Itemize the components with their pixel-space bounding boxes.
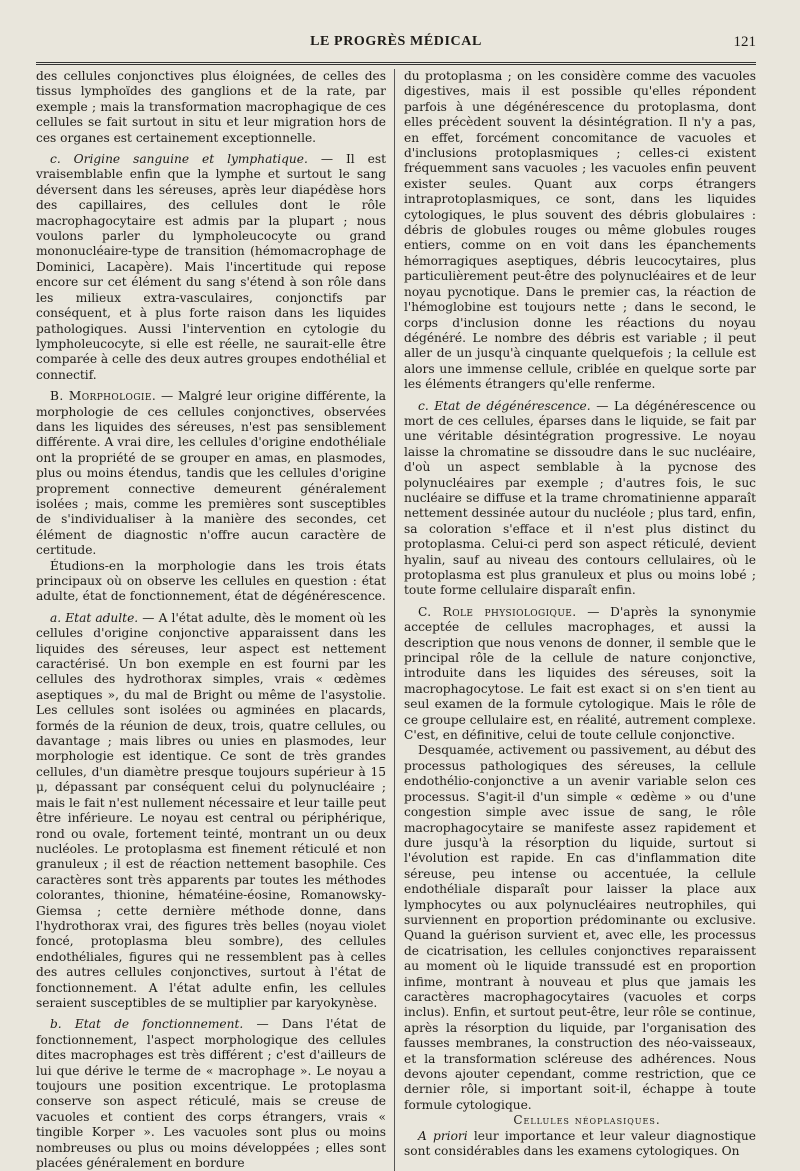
section-heading: B. Morphologie.: [50, 389, 157, 404]
paragraph-text: leur importance et leur valeur diagnostique sont considérables dans les examens cytologiques. On: [404, 1128, 756, 1159]
paragraph-text: du protoplasma ; on les considère comme des vacuoles digestives, mais il est possible qu'elles répondent parfois à une dégénérescence du protoplasma, dont elles précèdent souvent la désintégration. Il n'y a pas, en effet, forcément concomitance de vacuoles et d'inclusions protoplasmiques ; celles-ci existent fréquemment sans vacuoles ; les vacuoles enfin peuvent exister seules. Quant aux corps étrangers intraprotoplasmiques, ce sont, dans les liquides cytologiques, le plus souvent des débris globulaires : débris de globules rouges ou même globules rouges entiers, comme on en voit dans les épanchements hémorragiques aseptiques, débris leucocytaires, plus particulièrement peut-être des polynucléaires et de leur noyau pycnotique. Dans le premier cas, la réaction de l'hémoglobine est toujours nette ; dans le second, le corps d'inclusion donne les réactions du noyau dégénéré. Le nombre des débris est variable ; il peut aller de un jusqu'à cinquante quelquefois ; la cellule est alors une immense cellule, criblée en quelque sorte par les éléments étrangers qu'elle renferme.: [404, 69, 756, 392]
paragraph-text: Desquamée, activement ou passivement, au début des processus pathologiques des séreuses, la cellule endothélio-conjonctive a un avenir variable selon ces processus. S'agit-il d'un simple « œdème » ou d'une congestion simple avec issue de sang, le rôle macrophagocytaire se manifeste assez rapidement et dure jusqu'à la résorption du liquide, surtout si l'évolution est rapide. En cas d'inflammation dite séreuse, peu intense ou accentuée, la cellule endothéliale disparaît pour laisser la place aux lymphocytes ou aux polynucléaires neutrophiles, qui surviennent en proportion prédominante ou exclusive. Quand la guérison survient et, avec elle, les processus de cicatrisation, les cellules conjonctives reparaissent au moment où le liquide transsudé est en proportion infime, montrant à nouveau et plus que jamais les caractères macrophagocytaires (vacuoles et corps inclus). Enfin, et surtout peut-être, leur rôle se continue, après la résorption du liquide, par l'organisation des fausses membranes, la construction des néo-vaisseaux, et la transformation scléreuse des adhérences. Nous devons ajouter cependant, comme restriction, que ce dernier rôle, si important soit-il, échappe à toute formule cytologique.: [404, 743, 756, 1112]
paragraph-text: — Malgré leur origine différente, la morphologie de ces cellules conjonctives, observées dans les liquides des séreuses, n'est pas sensiblement différente. A vrai dire, les cellules d'origine endothéliale ont la propriété de se grouper en amas, en plasmodes, plus ou moins étendus, tandis que les cellules d'origine proprement connective demeurent généralement isolées ; mais, comme les premières sont susceptibles de s'individualiser à la manière des secondes, cet élément de diagnostic n'offre aucun caractère de certitude.: [36, 389, 386, 558]
paragraph: [36, 559, 386, 605]
paragraph: [404, 69, 756, 393]
section-heading-centered: Cellules néoplasiques.: [513, 1113, 661, 1128]
paragraph-text: — D'après la synonymie acceptée de cellules macrophages, et aussi la description que nous venons de donner, il semble que le principal rôle de la cellule de nature conjonctive, introduite dans les liquides des séreuses, soit la macrophagocytose. Le fait est exact si on s'en tient au seul examen de la formule cytologique. Mais le rôle de ce groupe cellulaire est, en réalité, autrement complexe. C'est, en définitive, celui de toute cellule conjonctive.: [404, 604, 756, 743]
lead-phrase: A priori: [418, 1128, 468, 1143]
paragraph: [404, 1129, 756, 1160]
journal-title: LE PROGRÈS MÉDICAL: [310, 34, 482, 49]
right-column: [400, 69, 756, 1171]
subsection-heading: c. Origine sanguine et lymphatique.: [50, 152, 308, 167]
paragraph-text: — Dans l'état de fonctionnement, l'aspect morphologique des cellules dites macrophages est très différent ; c'est d'ailleurs de lui que dérive le terme de « macrophage ». Le noyau a toujours une position excentrique. Le protoplasma conserve son aspect réticulé, mais se creuse de vacuoles et contient des corps étrangers, vrais « tingible Korper ». Les vacuoles sont plus ou moins nombreuses ou plus ou moins développées ; elles sont placées généralement en bordure: [36, 1017, 386, 1171]
column-divider: [394, 69, 395, 1171]
text-columns: [36, 69, 756, 1171]
paragraph: [36, 1017, 386, 1171]
paragraph: [404, 605, 756, 744]
page-number: 121: [733, 34, 756, 50]
paragraph-text: — Il est vraisemblable enfin que la lymphe et surtout le sang déversent dans les séreuses, après leur diapédèse hors des capillaires, des cellules dont le rôle macrophagocytaire est admis par la plupart ; nous voulons parler du lympholeucocyte ou grand mononucléaire-type de transition (hémomacrophage de Dominici, Lacapère). Mais l'incertitude qui repose encore sur cet élément du sang s'étend à son rôle dans les milieux extra-vasculaires, conjonctifs par conséquent, et à plus forte raison dans les liquides pathologiques. Aussi l'intervention en cytologie du lympholeucocyte, si elle est réelle, ne saurait-elle être comparée à celle des deux autres groupes endothélial et connectif.: [36, 152, 386, 382]
paragraph: [36, 611, 386, 1012]
paragraph: [36, 69, 386, 146]
subsection-heading: a. Etat adulte.: [50, 610, 139, 625]
paragraph-text: — A l'état adulte, dès le moment où les cellules d'origine conjonctive apparaissent dans les liquides des séreuses, leur aspect est nettement caractérisé. Un bon exemple en est fourni par les cellules des hydrothorax simples, vrais « œdèmes aseptiques », du mal de Bright ou même de l'asystolie. Les cellules sont isolées ou agminées en placards, formés de la réunion de deux, trois, quatre cellules, ou davantage ; mais libres ou unies en plasmodes, leur morphologie est identique. Ce sont de très grandes cellules, d'un diamètre presque toujours supérieur à 15 μ, dépassant par conséquent celui du polynucléaire ; mais le fait n'est nullement nécessaire et leur taille peut être inférieure. Le noyau est central ou périphérique, rond ou ovale, fortement teinté, montrant un ou deux nucléoles. Le protoplasma est finement réticulé et non granuleux ; il est de réaction nettement basophile. Ces caractères sont très apparents par toutes les méthodes colorantes, thionine, hématéine-éosine, Romanowsky-Giemsa ; cette dernière méthode donne, dans l'hydrothorax vrai, des figures très belles (noyau violet foncé, protoplasma bleu sombre), des cellules endothéliales, figures qui ne ressemblent pas à celles des autres cellules conjonctives, surtout à l'état de fonctionnement. A l'état adulte enfin, les cellules seraient susceptibles de se multiplier par karyokynèse.: [36, 610, 386, 1010]
paragraph: [404, 399, 756, 599]
header-rule: [36, 62, 756, 65]
paragraph-text: des cellules conjonctives plus éloignées, de celles des tissus lymphoïdes des ganglions et de la rate, par exemple ; mais la transformation macrophagique de ces cellules se fait surtout in situ et leur migration hors de ces organes est certainement exceptionnelle.: [36, 69, 386, 145]
paragraph: [404, 743, 756, 1113]
subsection-heading: c. Etat de dégénérescence.: [418, 398, 591, 413]
running-head: [36, 34, 756, 56]
paragraph: [36, 152, 386, 383]
section-heading: C. Role physiologique.: [418, 604, 577, 619]
left-column: [36, 69, 390, 1171]
paragraph: [36, 389, 386, 558]
subsection-heading: b. Etat de fonctionnement.: [50, 1017, 244, 1032]
paragraph-text: — La dégénérescence ou mort de ces cellules, éparses dans le liquide, se fait par une véritable désintégration progressive. Le noyau laisse la chromatine se dissoudre dans le suc nucléaire, d'où un aspect semblable à la pycnose des polynucléaires par exemple ; d'autres fois, le suc nucléaire se diffuse et la trame chromatinienne apparaît nettement dessinée autour du nucléole ; plus tard, enfin, sa coloration s'efface et il n'est plus distinct du protoplasma. Celui-ci perd son aspect réticulé, devient hyalin, sauf au niveau des contours cellulaires, où le protoplasma est plus granuleux et plus ou moins lobé ; toute forme cellulaire disparaît enfin.: [404, 398, 756, 598]
paragraph-text: Étudions-en la morphologie dans les trois états principaux où on observe les cellules en question : état adulte, état de fonctionnement, état de dégénérescence.: [36, 558, 386, 604]
